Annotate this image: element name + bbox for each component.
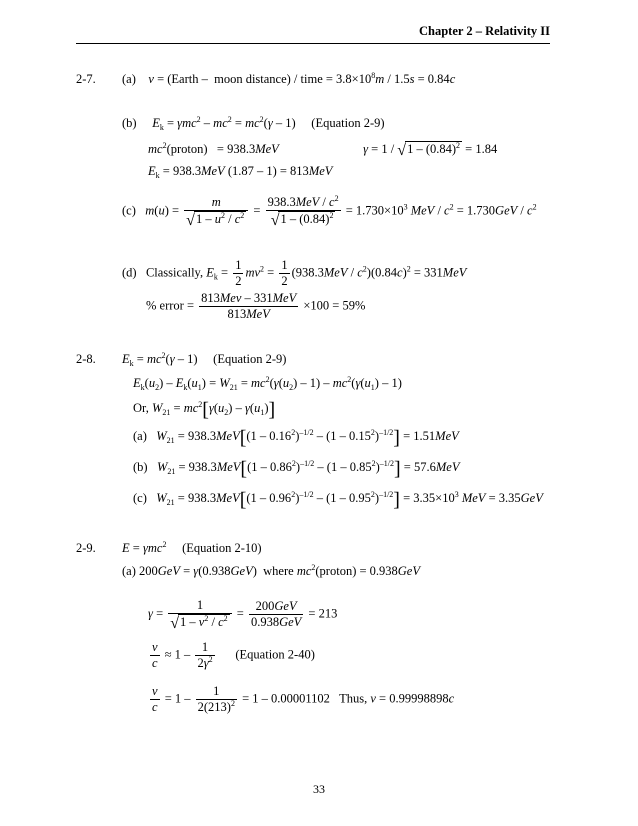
problem-number: 2-9. [76,541,96,555]
problem-number: 2-8. [76,352,96,366]
equation-line: (d) Classically, $E_k$ = $\frac{1}{2}$ $mv^2$ = $\frac{1}{2}$ $(938.3MeV / c^2)(0.84c)^2 = 331MeV$ [122,258,467,288]
equation-line: (b) $W_{21} = 938.3MeV[(1 - 0.86^2)^{-1/2} - (1 - 0.85^2)^{-1/2}] = 57.6MeV$ [133,458,460,480]
equation-line: (b) $E_k = \gamma mc^2 - mc^2 = mc^2(\gamma - 1)$ (Equation 2-9) [122,115,385,132]
header-rule [76,43,550,44]
equation-line: $\frac{v}{c}$ ≈ 1 – $\frac{1}{2\gamma^2}$ (Equation 2-40) [152,640,315,670]
equation-line: $E_k = mc^2(\gamma - 1)$ (Equation 2-9) [122,351,287,368]
equation-line: $mc^2(proton) = 938.3MeV$ $\gamma = 1 / √1 - (0.84)^2 = 1.84$ [148,141,498,159]
problem-number: 2-7. [76,72,96,86]
equation-line: (c) $W_{21} = 938.3MeV[(1 - 0.96^2)^{-1/2} - (1 - 0.95^2)^{-1/2}] = 3.35\times 10^3$ MeV = 3.35GeV [133,489,543,511]
equation-line: (a) 200GeV = γ(0.938GeV) where $mc^2(proton) = 0.938GeV$ [122,563,420,578]
equation-line: $E_k = 938.3MeV$ (1.87 – 1) = 813MeV [148,164,333,180]
equation-line: (c) m(u) = $\frac{m}{√1 - u^2 / c^2}$ = $\frac{938.3MeV / c^2}{√1 - (0.84)^2}$ = $1.730\times 10^3$ MeV / $c^2 = 1.730GeV / c^2$ [122,194,537,229]
equation-line: $E_k(u_2) - E_k(u_1) = W_{21} = mc^2(\gamma(u_2) - 1) - mc^2(\gamma(u_1) - 1)$ [133,375,402,392]
equation-line: E = γmc$^2$ (Equation 2-10) [122,540,262,555]
equation-line: % error = $\frac{\text{813Mev – 331MeV}}{\text{813MeV}}$ ×100 = 59% [146,291,366,321]
equation-line: (a) $W_{21} = 938.3MeV[(1 - 0.16^2)^{-1/2} - (1 - 0.15^2)^{-1/2}] = 1.51MeV$ [133,427,459,449]
equation-line: (a) v = (Earth – moon distance) / time = $3.8\times 10^8m / 1.5s = 0.84c$ [122,71,456,86]
equation-line: γ = $\frac{1}{√1 - v^2 / c^2}$ = $\frac{\text{200GeV}}{\text{0.938GeV}}$ = 213 [148,598,338,632]
page-number: 33 [313,782,325,796]
chapter-header: Chapter 2 – Relativity II [418,24,550,38]
equation-line: Or, $W_{21} = mc^2[\gamma(u_2) - \gamma(u_1)]$ [133,399,276,421]
equation-line: $\frac{v}{c}$ = 1 – $\frac{1}{2(213)^2}$ = 1 – 0.00001102 Thus, v = 0.99998898c [152,684,455,714]
